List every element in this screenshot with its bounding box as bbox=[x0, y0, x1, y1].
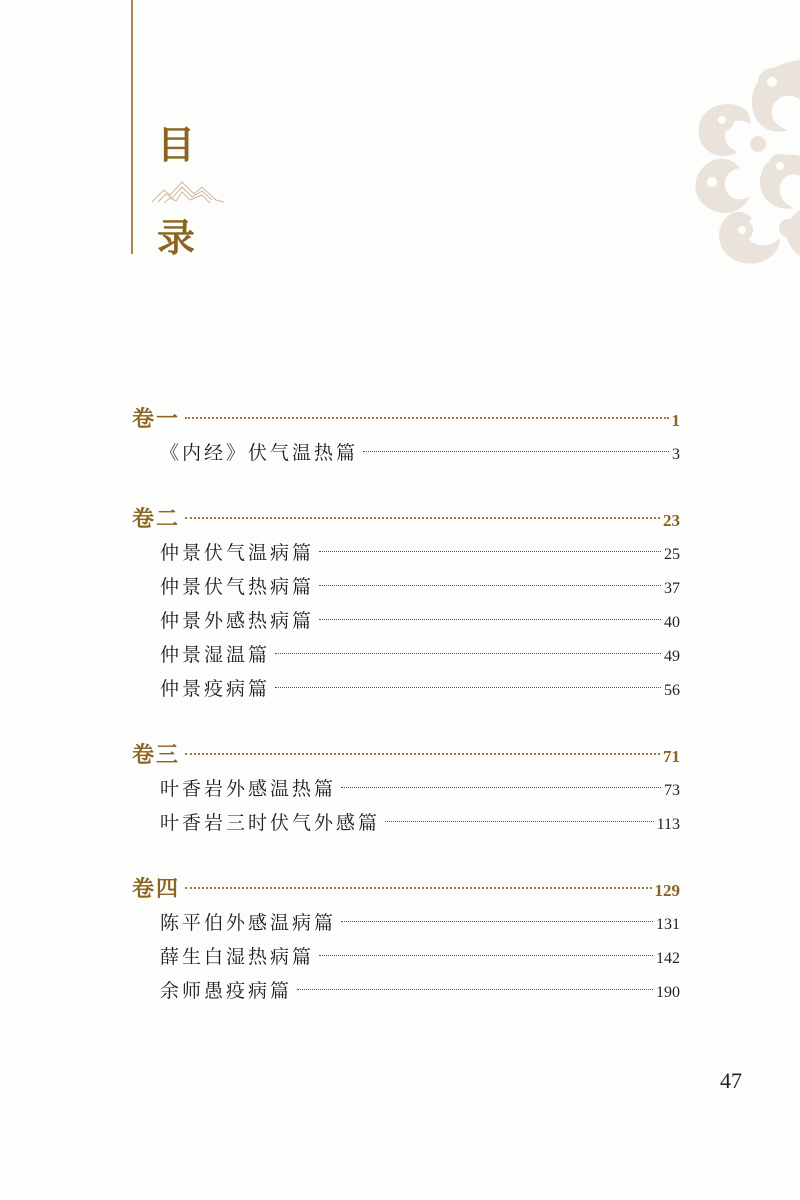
toc-entry-title: 仲景湿温篇 bbox=[160, 644, 271, 666]
toc-entry-page-number: 37 bbox=[664, 580, 680, 597]
toc-entry-page-number: 73 bbox=[664, 782, 680, 799]
toc-volume[interactable] bbox=[132, 872, 680, 906]
toc-entry-page-number: 40 bbox=[664, 614, 680, 631]
dot-leader bbox=[185, 887, 651, 889]
dot-leader bbox=[341, 787, 661, 788]
toc-entry-page-number: 190 bbox=[656, 984, 680, 1001]
dot-leader bbox=[319, 619, 661, 620]
toc-entry-page-number: 25 bbox=[664, 546, 680, 563]
dot-leader bbox=[319, 955, 653, 956]
toc-volume-page-number: 71 bbox=[663, 747, 680, 766]
toc-volume-group bbox=[132, 872, 680, 1008]
dot-leader bbox=[275, 653, 661, 654]
toc-entry[interactable] bbox=[132, 638, 680, 672]
toc-entry[interactable] bbox=[132, 672, 680, 706]
toc-volume-title: 卷四 bbox=[132, 876, 181, 902]
toc-volume-title: 卷一 bbox=[132, 406, 181, 432]
toc-entry[interactable] bbox=[132, 436, 680, 470]
toc-entry[interactable] bbox=[132, 570, 680, 604]
page-title-char-2: 录 bbox=[157, 215, 196, 260]
dot-leader bbox=[275, 687, 661, 688]
dot-leader bbox=[297, 989, 653, 990]
toc-volume[interactable] bbox=[132, 738, 680, 772]
dot-leader bbox=[363, 451, 669, 452]
toc-entry-title: 叶香岩外感温热篇 bbox=[160, 778, 337, 800]
table-of-contents bbox=[132, 402, 680, 1040]
dot-leader bbox=[319, 551, 661, 552]
toc-volume-page-number: 1 bbox=[671, 411, 680, 430]
toc-volume-title: 卷三 bbox=[132, 742, 181, 768]
toc-entry-title: 薛生白湿热病篇 bbox=[160, 946, 315, 968]
dot-leader bbox=[385, 821, 654, 822]
header-vertical-rule bbox=[131, 0, 133, 254]
dot-leader bbox=[185, 417, 668, 419]
toc-entry-page-number: 142 bbox=[656, 950, 680, 967]
toc-entry[interactable] bbox=[132, 806, 680, 840]
toc-entry-title: 《内经》伏气温热篇 bbox=[160, 442, 359, 464]
toc-volume-page-number: 23 bbox=[663, 511, 680, 530]
toc-entry-page-number: 131 bbox=[656, 916, 680, 933]
toc-entry-title: 陈平伯外感温病篇 bbox=[160, 912, 337, 934]
toc-entry-title: 叶香岩三时伏气外感篇 bbox=[160, 812, 381, 834]
toc-entry[interactable] bbox=[132, 772, 680, 806]
toc-volume-group bbox=[132, 502, 680, 706]
toc-entry-page-number: 113 bbox=[656, 816, 680, 833]
toc-volume-group bbox=[132, 738, 680, 840]
dot-leader bbox=[185, 753, 660, 755]
dot-leader bbox=[185, 517, 660, 519]
toc-entry-title: 仲景外感热病篇 bbox=[160, 610, 315, 632]
toc-entry[interactable] bbox=[132, 974, 680, 1008]
toc-volume[interactable] bbox=[132, 502, 680, 536]
toc-entry-title: 仲景伏气温病篇 bbox=[160, 542, 315, 564]
toc-entry[interactable] bbox=[132, 536, 680, 570]
toc-entry-page-number: 56 bbox=[664, 682, 680, 699]
toc-entry[interactable] bbox=[132, 906, 680, 940]
mountain-ornament-icon bbox=[150, 176, 226, 206]
dot-leader bbox=[341, 921, 653, 922]
toc-entry-page-number: 3 bbox=[672, 446, 680, 463]
toc-volume-page-number: 129 bbox=[654, 881, 680, 900]
toc-entry-title: 仲景伏气热病篇 bbox=[160, 576, 315, 598]
toc-volume-title: 卷二 bbox=[132, 506, 181, 532]
page-title-char-1: 目 bbox=[157, 122, 196, 167]
toc-volume[interactable] bbox=[132, 402, 680, 436]
dot-leader bbox=[319, 585, 661, 586]
toc-entry-title: 仲景疫病篇 bbox=[160, 678, 271, 700]
toc-volume-group bbox=[132, 402, 680, 470]
toc-entry[interactable] bbox=[132, 604, 680, 638]
cloud-ornament-icon bbox=[688, 60, 800, 270]
toc-entry[interactable] bbox=[132, 940, 680, 974]
toc-entry-title: 余师愚疫病篇 bbox=[160, 980, 293, 1002]
page-number: 47 bbox=[720, 1068, 742, 1093]
toc-entry-page-number: 49 bbox=[664, 648, 680, 665]
